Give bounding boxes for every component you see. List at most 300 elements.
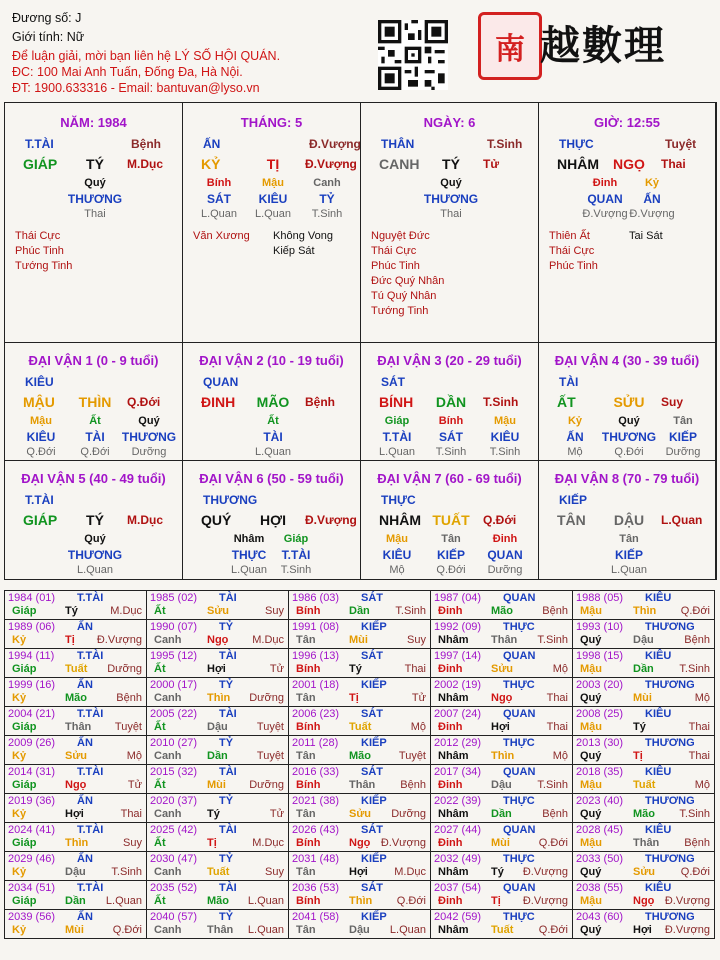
year-row [5, 736, 715, 765]
dai-van-chi: TUẤT [432, 512, 470, 528]
year-god: KIẾP [361, 911, 387, 923]
year-stage: Q.Đới [538, 837, 568, 849]
year-stage: Suy [407, 634, 426, 646]
dai-van-hidden-stem: Nhâm [233, 533, 265, 545]
dai-van-hidden-stem: Mậu [386, 533, 408, 545]
year-chi: Tuất [207, 866, 230, 878]
year-can: Canh [154, 750, 182, 762]
pillar-star-right: Đ.Vượng [309, 137, 361, 151]
year-row [5, 620, 715, 649]
year-can: Kỷ [12, 808, 27, 820]
year-stage: L.Quan [105, 895, 142, 907]
dai-van-2 [183, 343, 361, 461]
year-god: TỶ [219, 911, 234, 923]
year-god: TỶ [219, 795, 234, 807]
year-chi: Mão [349, 750, 371, 762]
year-god: TÀI [219, 766, 237, 778]
year-god: THỰC [503, 911, 535, 923]
year-can: Quý [580, 924, 602, 936]
dai-van-hidden-stage: Q.Đới [26, 446, 56, 458]
year-can: Đinh [438, 779, 463, 791]
year-chi: Dậu [207, 721, 228, 733]
dai-van-star: QUAN [203, 375, 239, 389]
year-god: TỶ [219, 853, 234, 865]
dai-van-stage-main: Bệnh [305, 395, 335, 409]
year-chi: Mão [65, 692, 87, 704]
year-cell [289, 765, 431, 794]
year-stage: Tuyệt [256, 721, 284, 733]
dai-van-hidden-stage: Dưỡng [131, 446, 167, 458]
year-cell [289, 620, 431, 649]
dai-van-hidden-stage: Dưỡng [487, 564, 523, 576]
year-label: 2029 (46) [8, 853, 56, 865]
year-chi: Hợi [633, 924, 652, 936]
dai-van-hidden-god: KIẾP [436, 548, 466, 562]
year-can: Kỷ [12, 634, 27, 646]
year-stage: T.Sinh [679, 663, 710, 675]
year-chi: Tuất [349, 721, 372, 733]
year-cell [147, 620, 289, 649]
year-label: 2006 (23) [292, 708, 340, 720]
year-cell [147, 881, 289, 910]
year-can: Nhâm [438, 924, 469, 936]
year-can: Mậu [580, 663, 602, 675]
year-god: THỰC [503, 795, 535, 807]
year-stage: Bệnh [542, 605, 568, 617]
dai-van-hidden-stage: Mộ [389, 564, 405, 576]
year-row [5, 649, 715, 678]
year-cell [289, 591, 431, 620]
year-row [5, 794, 715, 823]
year-label: 2028 (45) [576, 824, 624, 836]
year-cell [289, 649, 431, 678]
year-cell [5, 591, 147, 620]
year-can: Bính [296, 895, 321, 907]
year-chi: Dần [65, 895, 86, 907]
year-chi: Ngọ [65, 779, 87, 791]
year-can: Tân [296, 634, 316, 646]
dai-van-hidden-stage: Q.Đới [80, 446, 110, 458]
year-stage: Tử [411, 692, 426, 704]
year-god: THƯƠNG [645, 621, 695, 633]
year-table [4, 590, 715, 939]
dai-van-can: GIÁP [23, 512, 58, 528]
year-stage: T.Sinh [537, 779, 568, 791]
year-chi: Ngọ [633, 895, 655, 907]
year-label: 1986 (03) [292, 592, 340, 604]
year-label: 2005 (22) [150, 708, 198, 720]
year-can: Đinh [438, 663, 463, 675]
year-label: 2011 (28) [292, 737, 339, 749]
year-label: 2020 (37) [150, 795, 198, 807]
year-god: QUAN [503, 650, 536, 662]
pillar-star-left: ẤN [203, 137, 221, 151]
year-god: THỰC [503, 853, 535, 865]
pillar-3 [361, 103, 539, 343]
year-label: 1997 (14) [434, 650, 482, 662]
year-god: T.TÀI [77, 882, 104, 894]
year-cell [431, 649, 573, 678]
year-chi: Tý [207, 808, 220, 820]
dai-van-hidden-god: THƯƠNG [601, 430, 657, 444]
dai-van-chi: MÃO [256, 394, 290, 410]
pillar-hidden-god: KIÊU [258, 192, 288, 206]
year-stage: Q.Đới [538, 924, 568, 936]
year-chi: Tị [65, 634, 75, 646]
pillar-chi: NGỌ [613, 156, 645, 172]
year-chi: Tuất [491, 924, 514, 936]
dai-van-hidden-stem: Quý [138, 415, 160, 427]
year-stage: Mộ [410, 721, 426, 733]
year-stage: Thai [120, 808, 142, 820]
year-can: Nhâm [438, 634, 469, 646]
year-cell [5, 649, 147, 678]
year-label: 2039 (56) [8, 911, 56, 923]
year-stage: Mộ [126, 750, 142, 762]
year-cell [5, 881, 147, 910]
pillar-hidden-stem: Mậu [262, 177, 284, 189]
dai-van-chi: DẬU [613, 512, 645, 528]
year-label: 2004 (21) [8, 708, 56, 720]
year-label: 1992 (09) [434, 621, 482, 633]
year-label: 2008 (25) [576, 708, 624, 720]
year-cell [431, 707, 573, 736]
year-stage: M.Dục [252, 837, 284, 849]
year-can: Quý [580, 692, 602, 704]
year-god: KIẾP [361, 737, 387, 749]
year-cell [5, 620, 147, 649]
year-can: Giáp [12, 721, 37, 733]
dai-van-hidden-stage: T.Sinh [489, 446, 521, 458]
pillar-hidden-god: THƯƠNG [423, 192, 479, 206]
year-chi: Mùi [349, 634, 368, 646]
dai-van-chi: HỢI [260, 512, 286, 528]
year-chi: Tị [633, 750, 643, 762]
year-label: 2023 (40) [576, 795, 624, 807]
dai-van-hidden-stage: Mộ [567, 446, 583, 458]
pillar-title: NGÀY: 6 [423, 115, 476, 130]
dai-van-hidden-stage: L.Quan [610, 564, 648, 576]
year-label: 1985 (02) [150, 592, 198, 604]
dai-van-hidden-stem: Quý [84, 533, 106, 545]
year-label: 1996 (13) [292, 650, 340, 662]
year-label: 1988 (05) [576, 592, 624, 604]
year-chi: Sửu [349, 808, 372, 820]
pillar-grid [4, 102, 717, 580]
year-label: 1994 (11) [8, 650, 55, 662]
year-stage: Tuyệt [114, 721, 142, 733]
year-chi: Sửu [207, 605, 230, 617]
year-chi: Thân [491, 634, 518, 646]
year-god: T.TÀI [77, 650, 104, 662]
year-chi: Tuất [65, 663, 88, 675]
dai-van-hidden-god: THỰC [231, 548, 267, 562]
year-chi: Thìn [633, 605, 657, 617]
year-chi: Dần [491, 808, 512, 820]
dai-van-can: BÍNH [379, 394, 414, 410]
year-label: 2009 (26) [8, 737, 56, 749]
year-can: Ất [154, 605, 166, 617]
contact-phone-email: ĐT: 1900.633316 - Email: bantuvan@lyso.vn [12, 81, 260, 95]
pillar-hidden-stage: T.Sinh [311, 208, 343, 220]
pillar-stage-main: Tử [483, 157, 500, 171]
dai-van-can: ĐINH [201, 394, 236, 410]
year-cell [431, 794, 573, 823]
pillar-hidden-stem: Quý [440, 177, 462, 189]
dai-van-hidden-god: TÀI [263, 430, 283, 444]
dai-van-hidden-stage: L.Quan [254, 446, 292, 458]
year-god: TÀI [219, 708, 237, 720]
year-chi: Mão [633, 808, 655, 820]
dai-van-star: KIÊU [25, 375, 54, 389]
pillar-hidden-god: SÁT [207, 192, 231, 206]
year-label: 2026 (43) [292, 824, 340, 836]
year-can: Canh [154, 924, 182, 936]
year-can: Bính [296, 721, 321, 733]
dai-van-hidden-stage: L.Quan [76, 564, 114, 576]
dai-van-hidden-stem: Giáp [283, 533, 309, 545]
year-chi: Thìn [207, 692, 231, 704]
year-stage: L.Quan [247, 924, 284, 936]
year-chi: Sửu [633, 866, 656, 878]
year-chi: Thìn [349, 895, 373, 907]
year-stage: M.Dục [252, 634, 284, 646]
dai-van-star: THỰC [381, 493, 416, 507]
year-god: QUAN [503, 592, 536, 604]
year-cell [431, 678, 573, 707]
year-cell [5, 707, 147, 736]
pillar-hidden-god: QUAN [587, 192, 623, 206]
year-stage: Q.Đới [680, 605, 710, 617]
dai-van-hidden-stage: Q.Đới [436, 564, 466, 576]
dai-van-3 [361, 343, 539, 461]
year-cell [573, 794, 715, 823]
year-stage: Đ.Vượng [522, 866, 568, 878]
year-label: 2001 (18) [292, 679, 340, 691]
shen-sha-left: Thái Cực [15, 230, 61, 242]
pillar-can: NHÂM [557, 156, 599, 172]
year-stage: Suy [265, 605, 284, 617]
dai-van-can: QUÝ [201, 512, 232, 528]
year-row [5, 678, 715, 707]
year-god: KIÊU [645, 708, 672, 720]
year-god: SÁT [361, 824, 383, 836]
year-stage: Suy [265, 866, 284, 878]
dai-van-1 [5, 343, 183, 461]
dai-van-6 [183, 461, 361, 579]
pillar-star-right: T.Sinh [487, 137, 523, 151]
dai-van-stage-main: M.Dục [127, 513, 163, 527]
year-stage: Thai [546, 721, 568, 733]
pillar-title: THÁNG: 5 [240, 115, 303, 130]
year-can: Canh [154, 634, 182, 646]
year-stage: Q.Đới [396, 895, 426, 907]
year-label: 2037 (54) [434, 882, 482, 894]
dai-van-hidden-stem: Mậu [494, 415, 516, 427]
shen-sha-left: Tướng Tinh [15, 260, 73, 272]
year-can: Quý [580, 866, 602, 878]
year-stage: Thai [688, 750, 710, 762]
pillar-hidden-god: THƯƠNG [67, 192, 123, 206]
year-label: 2003 (20) [576, 679, 624, 691]
dai-van-can: TÂN [557, 512, 586, 528]
year-chi: Dậu [65, 866, 86, 878]
pillar-stage-main: M.Dục [127, 157, 163, 171]
year-chi: Hợi [65, 808, 84, 820]
pillar-hidden-stem: Canh [313, 177, 341, 189]
dai-van-hidden-stem: Quý [618, 415, 640, 427]
year-cell [5, 765, 147, 794]
year-stage: Đ.Vượng [380, 837, 426, 849]
year-stage: Dưỡng [391, 808, 426, 820]
shen-sha-left: Thái Cực [549, 245, 595, 257]
gender: Giới tính: Nữ [12, 30, 85, 44]
year-cell [431, 852, 573, 881]
year-chi: Tị [349, 692, 359, 704]
year-stage: Bệnh [684, 634, 710, 646]
year-chi: Ngọ [207, 634, 229, 646]
year-cell [147, 736, 289, 765]
dai-van-title: ĐẠI VẬN 5 (40 - 49 tuổi) [21, 471, 166, 486]
year-cell [573, 678, 715, 707]
year-label: 2038 (55) [576, 882, 624, 894]
year-stage: Bệnh [542, 808, 568, 820]
year-label: 2043 (60) [576, 911, 624, 923]
year-label: 2021 (38) [292, 795, 340, 807]
dai-van-hidden-stem: Ất [267, 415, 279, 427]
dai-van-hidden-stem: Tân [441, 533, 461, 545]
pillar-star-right: Bệnh [131, 137, 161, 151]
pillar-chi: TÝ [442, 156, 460, 172]
year-god: TÀI [219, 592, 237, 604]
dai-van-star: SÁT [381, 375, 405, 389]
dai-van-star: TÀI [559, 375, 579, 389]
year-cell [573, 910, 715, 939]
year-god: KIẾP [361, 621, 387, 633]
year-label: 2042 (59) [434, 911, 482, 923]
year-cell [431, 736, 573, 765]
year-god: TỶ [219, 737, 234, 749]
year-god: THƯƠNG [645, 737, 695, 749]
dai-van-stage-main: T.Sinh [483, 395, 519, 409]
year-chi: Ngọ [349, 837, 371, 849]
shen-sha-left: Phúc Tinh [549, 260, 598, 272]
year-stage: Bệnh [400, 779, 426, 791]
year-chi: Dậu [633, 634, 654, 646]
year-stage: T.Sinh [537, 634, 568, 646]
year-can: Bính [296, 663, 321, 675]
year-label: 2035 (52) [150, 882, 198, 894]
year-can: Mậu [580, 605, 602, 617]
owner-name: Đương số: J [12, 11, 82, 25]
year-label: 2040 (57) [150, 911, 198, 923]
year-chi: Thìn [65, 837, 89, 849]
year-chi: Dậu [491, 779, 512, 791]
dai-van-hidden-god: QUAN [487, 548, 523, 562]
pillar-star-right: Tuyệt [665, 137, 697, 151]
year-label: 1987 (04) [434, 592, 482, 604]
year-cell [289, 794, 431, 823]
year-stage: Mộ [552, 663, 568, 675]
year-cell [147, 678, 289, 707]
pillar-hidden-stage: Thai [440, 208, 462, 220]
contact-invite: Để luận giải, mời bạn liên hệ LÝ SỐ HỘI QUÁN. [12, 49, 281, 63]
year-label: 1990 (07) [150, 621, 198, 633]
year-label: 2012 (29) [434, 737, 482, 749]
year-god: KIÊU [645, 824, 672, 836]
year-chi: Thân [349, 779, 376, 791]
shen-sha-right: Tai Sát [629, 230, 663, 242]
year-chi: Tý [65, 605, 78, 617]
year-chi: Mùi [65, 924, 84, 936]
dai-van-chi: SỬU [613, 394, 645, 410]
year-can: Bính [296, 605, 321, 617]
year-label: 1991 (08) [292, 621, 340, 633]
pillar-star-left: T.TÀI [25, 137, 54, 151]
year-chi: Sửu [65, 750, 88, 762]
year-can: Kỷ [12, 750, 27, 762]
shen-sha-left: Thiên Ất [549, 230, 590, 242]
pillar-hidden-stem: Đinh [592, 177, 618, 189]
dai-van-hidden-stage: T.Sinh [280, 564, 312, 576]
pillar-can: CANH [379, 156, 420, 172]
shen-sha-left: Phúc Tinh [371, 260, 420, 272]
year-god: TỶ [219, 621, 234, 633]
dai-van-hidden-god: KIẾP [668, 430, 698, 444]
year-stage: Thai [546, 692, 568, 704]
year-cell [431, 881, 573, 910]
dai-van-stage-main: Đ.Vượng [305, 513, 357, 527]
dai-van-hidden-stage: Q.Đới [614, 446, 644, 458]
dai-van-can: NHÂM [379, 512, 421, 528]
year-can: Nhâm [438, 750, 469, 762]
year-stage: Tử [269, 808, 284, 820]
year-can: Kỷ [12, 692, 27, 704]
year-can: Quý [580, 808, 602, 820]
year-label: 2036 (53) [292, 882, 340, 894]
year-cell [573, 649, 715, 678]
year-chi: Mùi [491, 837, 510, 849]
year-row [5, 881, 715, 910]
year-cell [431, 765, 573, 794]
shen-sha-left: Thái Cực [371, 245, 417, 257]
dai-van-star: THƯƠNG [203, 493, 258, 507]
dai-van-hidden-god: TÀI [85, 430, 105, 444]
year-label: 2007 (24) [434, 708, 482, 720]
year-god: THƯƠNG [645, 853, 695, 865]
dai-van-stage-main: Suy [661, 395, 684, 409]
dai-van-title: ĐẠI VẬN 1 (0 - 9 tuổi) [28, 353, 159, 368]
year-stage: Q.Đới [680, 866, 710, 878]
dai-van-hidden-god: KIÊU [26, 430, 56, 444]
year-can: Canh [154, 866, 182, 878]
year-cell [289, 852, 431, 881]
year-can: Giáp [12, 779, 37, 791]
year-can: Ất [154, 779, 166, 791]
year-god: SÁT [361, 882, 383, 894]
year-god: KIÊU [645, 650, 672, 662]
pillar-hidden-stage: Thai [84, 208, 106, 220]
year-label: 2022 (39) [434, 795, 482, 807]
year-god: ẤN [77, 679, 93, 691]
year-can: Kỷ [12, 866, 27, 878]
dai-van-chi: DẦN [435, 394, 467, 410]
year-cell [573, 591, 715, 620]
year-god: TÀI [219, 882, 237, 894]
year-cell [573, 852, 715, 881]
year-chi: Dần [349, 605, 370, 617]
year-stage: Đ.Vượng [96, 634, 142, 646]
